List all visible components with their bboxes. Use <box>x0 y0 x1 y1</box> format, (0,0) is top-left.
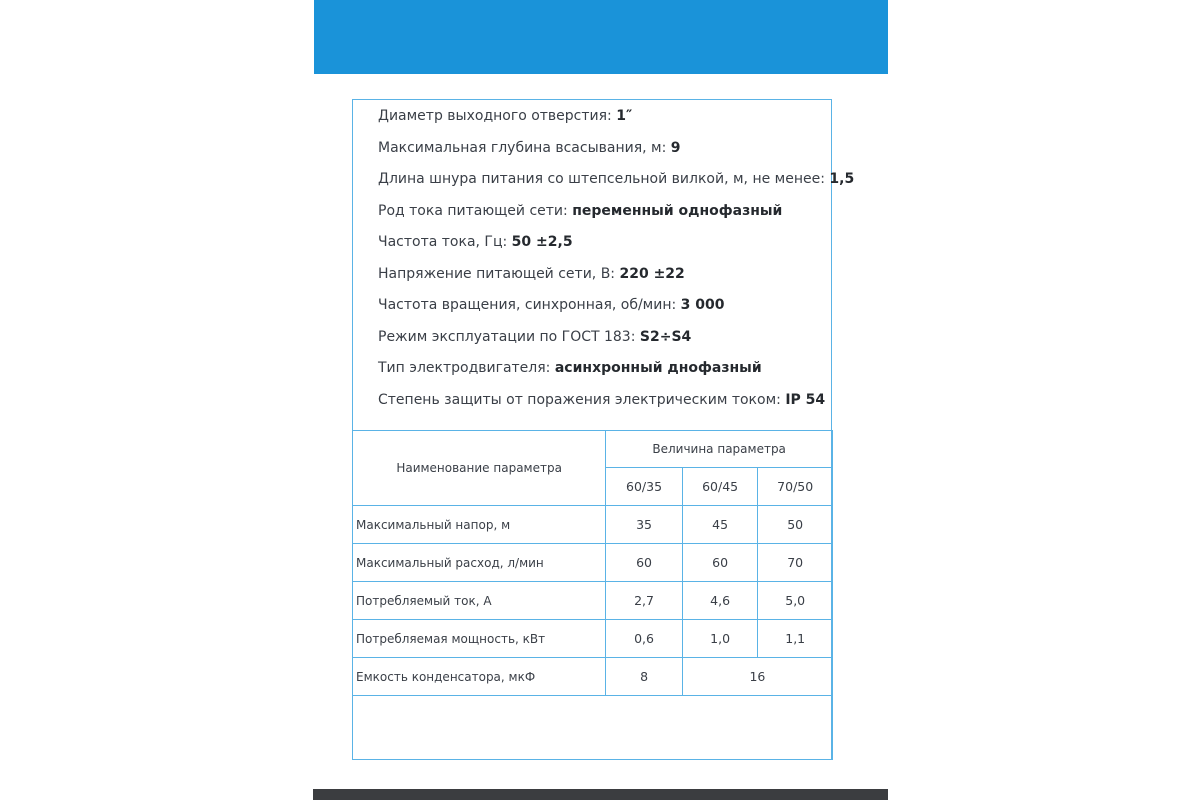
cell: 0,6 <box>606 620 683 658</box>
cell: 5,0 <box>758 582 833 620</box>
spec-value: 220 ±22 <box>619 265 685 282</box>
spec-suction-depth: Максимальная глубина всасывания, м: 9 <box>378 139 681 156</box>
merged-cell: 16 <box>682 658 832 696</box>
cell: 45 <box>682 506 758 544</box>
spec-cord-length: Длина шнура питания со штепсельной вилкой, м, не менее: 1,5 <box>378 171 855 187</box>
spec-motor-type: Тип электродвигателя: асинхронный днофазный <box>378 360 762 376</box>
spec-voltage: Напряжение питающей сети, В: 220 ±22 <box>378 265 685 282</box>
spec-rotation-speed: Частота вращения, синхронная, об/мин: 3 000 <box>378 297 725 313</box>
bottom-bar <box>313 789 888 800</box>
empty-cell <box>353 696 833 761</box>
cell: 4,6 <box>682 582 758 620</box>
cell: 70 <box>758 544 833 582</box>
cell: 1,1 <box>758 620 833 658</box>
cell: 8 <box>606 658 683 696</box>
spec-list <box>378 104 855 419</box>
spec-value: 1,5 <box>829 171 855 187</box>
row-name: Потребляемая мощность, кВт <box>353 620 606 658</box>
parameters-table <box>352 430 833 760</box>
spec-protection-class: Степень защиты от поражения электрическим током: IP 54 <box>378 391 826 408</box>
spec-current-type: Род тока питающей сети: переменный однофазный <box>378 202 783 219</box>
parameter-value-header: Величина параметра <box>606 431 833 468</box>
table-row <box>353 506 833 544</box>
row-name: Максимальный расход, л/мин <box>353 544 606 582</box>
table-empty-row <box>353 696 833 761</box>
parameter-name-header: Наименование параметра <box>353 431 606 506</box>
spec-duty-mode: Режим эксплуатации по ГОСТ 183: S2÷S4 <box>378 328 692 345</box>
cell: 1,0 <box>682 620 758 658</box>
spec-value: S2÷S4 <box>639 328 692 345</box>
table-row <box>353 582 833 620</box>
table-row <box>353 620 833 658</box>
row-name: Потребляемый ток, А <box>353 582 606 620</box>
spec-value: асинхронный днофазный <box>554 360 762 376</box>
header-band <box>314 0 888 74</box>
table-row <box>353 544 833 582</box>
spec-outlet-diameter: Диаметр выходного отверстия: 1″ <box>378 108 633 124</box>
spec-value: 50 ±2,5 <box>511 234 573 250</box>
cell: 35 <box>606 506 683 544</box>
spec-value: 1″ <box>616 108 633 124</box>
spec-value: 3 000 <box>680 297 725 313</box>
model-header: 60/35 <box>606 468 683 506</box>
spec-frequency: Частота тока, Гц: 50 ±2,5 <box>378 234 573 250</box>
table-row <box>353 658 833 696</box>
cell: 60 <box>682 544 758 582</box>
row-name: Максимальный напор, м <box>353 506 606 544</box>
cell: 2,7 <box>606 582 683 620</box>
table-header-row <box>353 431 833 468</box>
spec-value: IP 54 <box>785 391 826 408</box>
row-name: Емкость конденсатора, мкФ <box>353 658 606 696</box>
cell: 50 <box>758 506 833 544</box>
model-header: 70/50 <box>758 468 833 506</box>
spec-value: 9 <box>670 139 681 156</box>
cell: 60 <box>606 544 683 582</box>
spec-value: переменный однофазный <box>572 202 783 219</box>
model-header: 60/45 <box>682 468 758 506</box>
